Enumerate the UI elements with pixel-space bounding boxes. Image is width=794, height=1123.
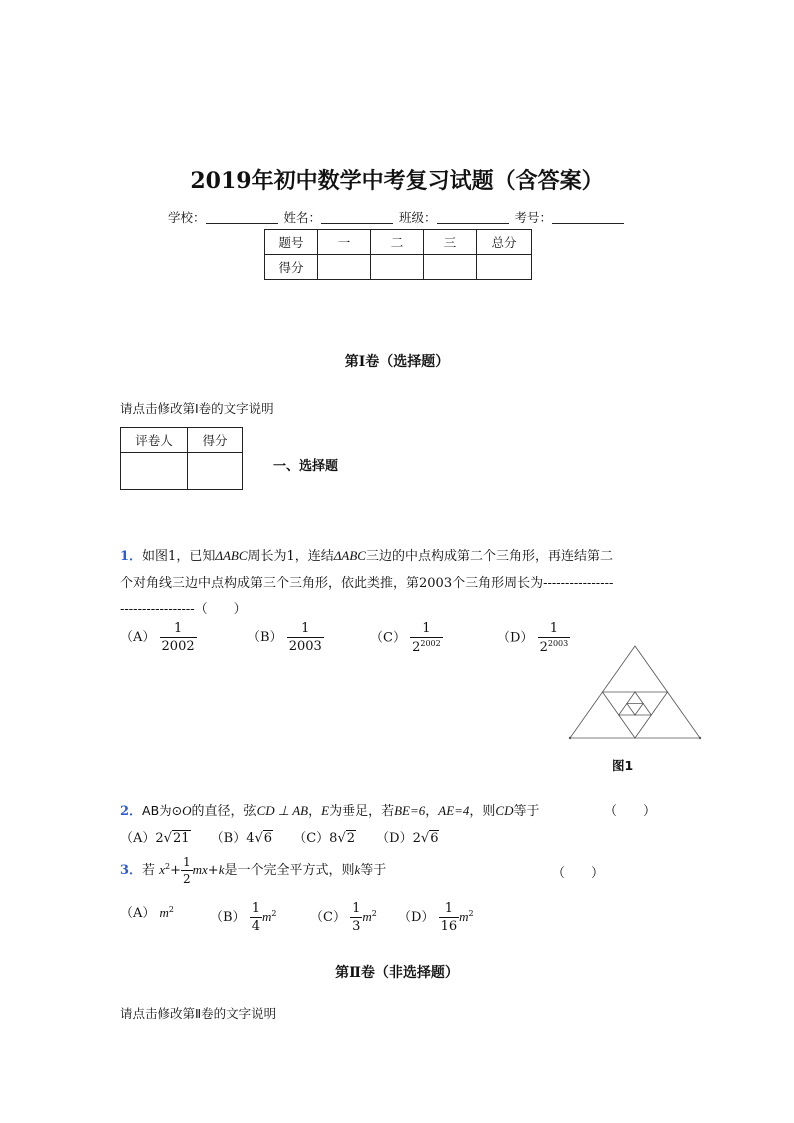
score-header-cell: 题号 <box>265 230 318 255</box>
q2-option-d[interactable]: （D）2√6 <box>376 831 439 846</box>
part1-note[interactable]: 请点击修改第Ⅰ卷的文字说明 <box>120 401 274 416</box>
numerator: 1 <box>549 621 559 636</box>
q2-var: AE=4 <box>438 803 470 818</box>
grader-header-cell: 得分 <box>188 428 243 453</box>
q2-option-c[interactable]: （C）8√2 <box>293 831 356 846</box>
q2-text: ， <box>308 804 322 819</box>
q3-option-a[interactable] <box>120 902 174 921</box>
q3-var: k <box>218 862 225 877</box>
exam-title: 2019年初中数学中考复习试题（含答案） <box>190 168 604 194</box>
grader-cell[interactable] <box>121 453 188 490</box>
section-title-choice: 一、选择题 <box>273 459 339 474</box>
numerator: 1 <box>182 855 191 869</box>
score-cell[interactable] <box>371 255 424 280</box>
question-1-line-3: -----------------（ ） <box>120 602 247 617</box>
numerator: 1 <box>352 901 361 916</box>
option-label: （A） <box>120 906 156 921</box>
q1-triangle: ΔABC <box>215 548 248 563</box>
q2-option-b[interactable]: （B）4√6 <box>210 831 273 846</box>
q2-option-a[interactable]: （A）2√21 <box>120 831 190 846</box>
grader-row <box>121 453 243 490</box>
denominator <box>410 637 443 654</box>
q1-text: 三边的中点构成第二个三角形，再连结第二 <box>365 549 613 564</box>
score-header-cell: 三 <box>424 230 477 255</box>
q1-option-d[interactable] <box>497 622 570 654</box>
variable: m <box>159 905 169 920</box>
score-cell[interactable] <box>318 255 371 280</box>
score-header-cell: 总分 <box>477 230 532 255</box>
score-cell[interactable] <box>424 255 477 280</box>
q3-text: 等于 <box>360 863 387 878</box>
class-label: 班级： <box>399 210 437 225</box>
numerator: 1 <box>251 901 260 916</box>
q3-var: k <box>354 862 361 877</box>
q3-text: 是一个完全平方式，则 <box>224 863 355 878</box>
q2-text: 等于 <box>513 804 540 819</box>
q2-text: 为垂足，若 <box>329 804 395 819</box>
question-3 <box>120 856 386 885</box>
numerator: 1 <box>444 901 453 916</box>
coefficient: 2 <box>412 831 421 846</box>
exponent: 2002 <box>420 639 441 648</box>
question-number: 1． <box>120 549 143 564</box>
score-row-label: 得分 <box>265 255 318 280</box>
exponent: 2 <box>168 905 175 914</box>
radicand: 6 <box>430 831 439 846</box>
question-2 <box>120 800 540 819</box>
exponent: 2 <box>271 909 277 918</box>
q3-text: + <box>207 863 219 878</box>
q3-answer-bracket[interactable]: （ ） <box>552 866 605 881</box>
radicand: 2 <box>346 831 356 846</box>
q3-text: + <box>170 863 181 878</box>
base: 2 <box>539 640 548 655</box>
score-table <box>264 229 532 280</box>
base: 2 <box>412 640 421 655</box>
q3-half-fraction <box>181 856 193 885</box>
radicand: 21 <box>172 831 190 846</box>
score-header-cell: 一 <box>318 230 371 255</box>
student-info-line <box>168 208 624 226</box>
q1-text: 如图1，已知 <box>142 549 216 564</box>
option-fraction <box>439 902 460 933</box>
denominator: 3 <box>352 919 361 934</box>
q2-text: 的直径，弦 <box>191 804 257 819</box>
figure-1-triangles <box>562 640 708 746</box>
grader-header-cell: 评卷人 <box>121 428 188 453</box>
exponent: 2003 <box>547 639 569 648</box>
variable: m <box>459 909 469 924</box>
score-header-cell: 二 <box>371 230 424 255</box>
numerator: 1 <box>301 621 310 636</box>
q2-var: E <box>321 803 330 818</box>
option-fraction <box>250 902 262 933</box>
option-fraction <box>410 622 443 654</box>
q1-triangle: ΔABC <box>333 548 366 563</box>
fourth-triangle <box>627 704 643 716</box>
q3-option-b[interactable] <box>210 902 276 933</box>
question-number: 3． <box>120 863 143 878</box>
coefficient: 4 <box>246 831 255 846</box>
name-blank[interactable] <box>321 211 393 224</box>
exponent: 2 <box>371 909 377 918</box>
question-1-line-2: 个对角线三边中点构成第三个三角形，依此类推，第2003个三角形周长为---------------- <box>120 576 614 591</box>
score-table-row <box>265 255 532 280</box>
exponent: 2 <box>468 909 474 918</box>
q3-option-d[interactable] <box>398 902 474 933</box>
grader-table <box>120 427 243 490</box>
part1-title: 第Ⅰ卷（选择题） <box>344 354 450 370</box>
q3-var: x <box>159 862 165 877</box>
school-label: 学校： <box>168 210 206 225</box>
q2-options <box>120 827 439 846</box>
score-cell[interactable] <box>477 255 532 280</box>
q2-var: O <box>182 803 192 818</box>
option-fraction <box>287 622 324 653</box>
option-fraction <box>350 902 362 933</box>
part2-note[interactable]: 请点击修改第Ⅱ卷的文字说明 <box>120 1006 277 1021</box>
option-label: （C） <box>310 910 346 925</box>
q2-answer-bracket[interactable]: （ ） <box>604 804 657 819</box>
denominator: 4 <box>251 919 260 934</box>
q2-chord: CD ⊥ AB <box>256 803 309 818</box>
q2-var: CD <box>495 803 514 818</box>
exam-no-label: 考号： <box>514 210 553 225</box>
q1-option-c[interactable] <box>370 622 443 654</box>
grader-header-row <box>121 428 243 453</box>
variable: m <box>362 909 372 924</box>
q1-option-a[interactable] <box>120 622 197 653</box>
numerator: 1 <box>173 621 183 636</box>
name-label: 姓名： <box>283 210 322 225</box>
option-label: （A） <box>120 831 156 846</box>
class-blank[interactable] <box>437 211 509 224</box>
exam-no-blank[interactable] <box>552 211 624 224</box>
q3-option-c[interactable] <box>310 902 377 933</box>
coefficient: 2 <box>155 831 164 846</box>
denominator: 16 <box>440 919 458 934</box>
question-number: 2． <box>120 804 143 819</box>
option-label: （B） <box>247 630 283 645</box>
school-blank[interactable] <box>206 211 278 224</box>
option-label: （A） <box>120 630 156 645</box>
q1-text: 周长为1，连结 <box>247 549 334 564</box>
option-fraction <box>160 622 197 653</box>
q2-var: BE=6 <box>394 803 426 818</box>
denominator: 2 <box>182 872 191 886</box>
q2-text: AB为⊙ <box>142 803 183 818</box>
radicand: 6 <box>263 831 273 846</box>
score-table-header-row <box>265 230 532 255</box>
q1-option-b[interactable] <box>247 622 324 653</box>
denominator: 2003 <box>288 639 322 654</box>
exponent: 2 <box>164 862 171 871</box>
option-label: （D） <box>497 630 534 646</box>
variable: m <box>261 909 272 924</box>
part2-title: 第Ⅱ卷（非选择题） <box>335 965 459 981</box>
option-label: （D） <box>376 831 413 846</box>
grader-cell[interactable] <box>188 453 243 490</box>
option-label: （B） <box>210 831 247 846</box>
q3-text: 若 <box>142 863 156 878</box>
question-1 <box>120 545 613 564</box>
vertex-dot <box>699 737 701 739</box>
figure-1-caption: 图1 <box>612 758 634 773</box>
vertex-dot <box>569 737 571 739</box>
option-label: （B） <box>210 910 246 925</box>
option-label: （C） <box>293 831 330 846</box>
option-label: （C） <box>370 630 406 646</box>
q2-text: ， <box>425 804 439 819</box>
q2-text: ，则 <box>469 804 496 819</box>
denominator: 2002 <box>161 639 195 654</box>
coefficient: 8 <box>329 831 338 846</box>
option-label: （D） <box>398 910 435 925</box>
q3-var: mx <box>192 862 208 877</box>
numerator: 1 <box>422 621 431 636</box>
